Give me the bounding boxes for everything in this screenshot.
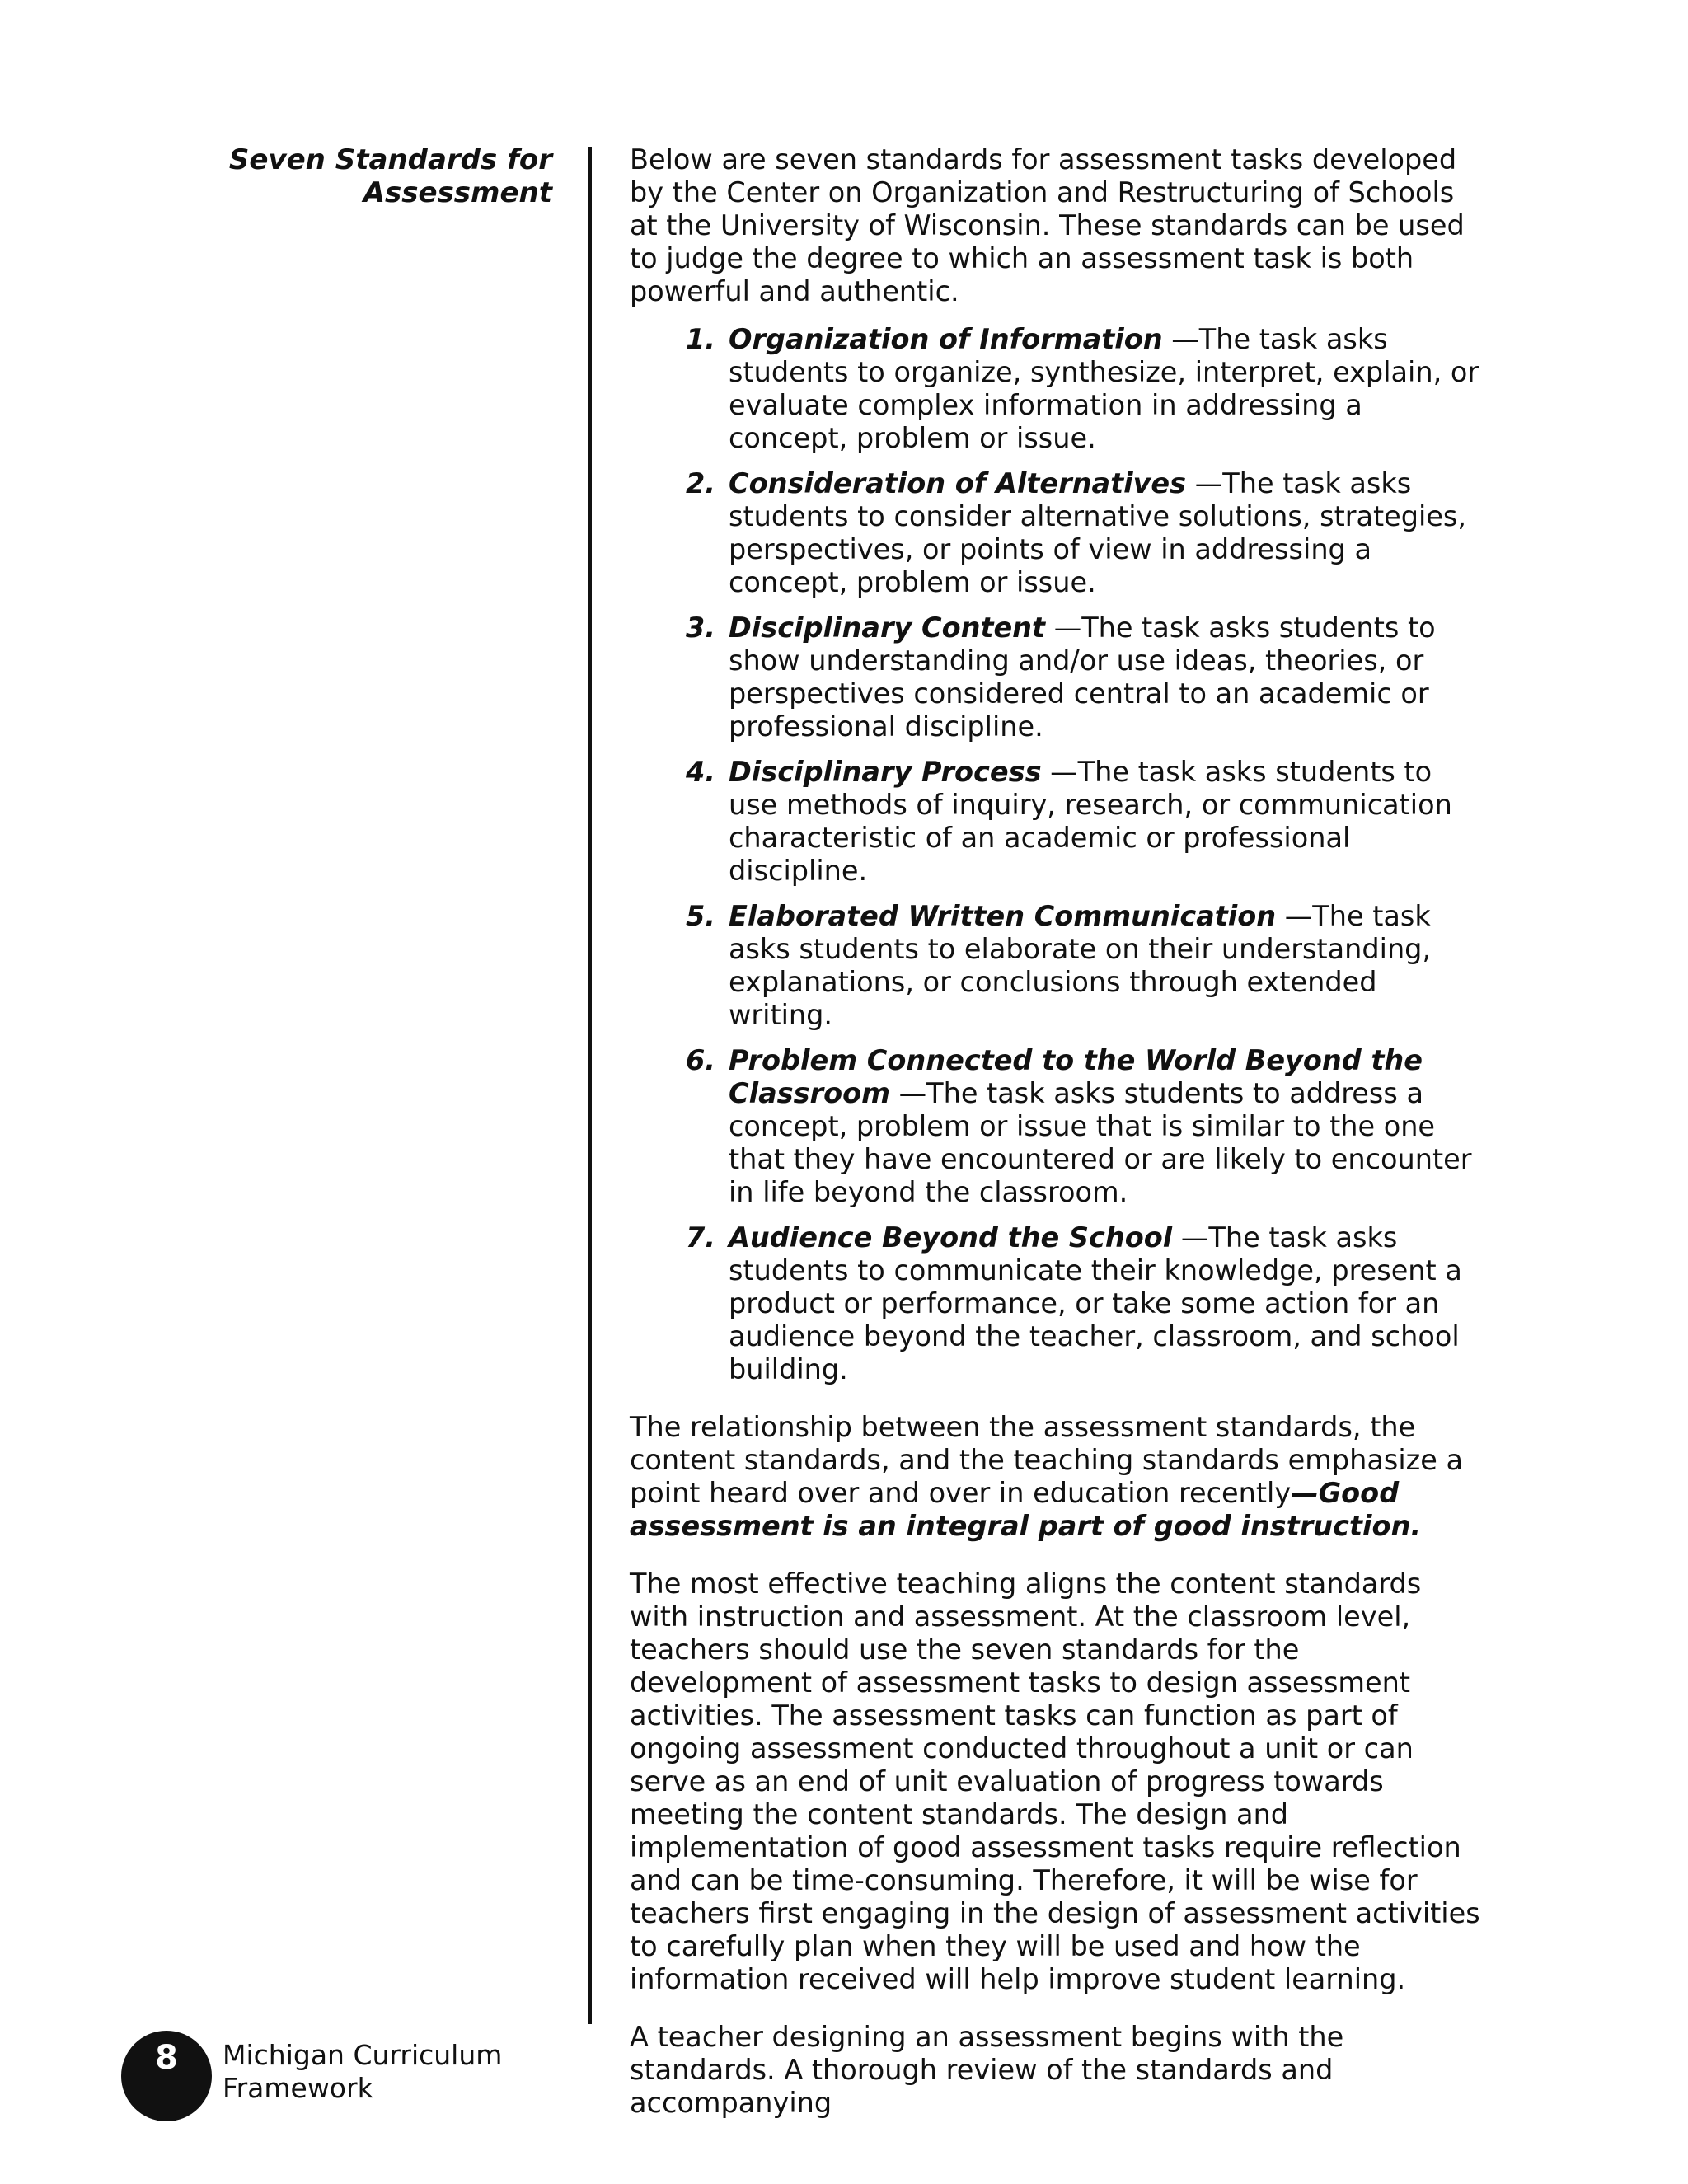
standard-term: Consideration of Alternatives xyxy=(729,467,1187,499)
standard-number: 1. xyxy=(686,323,716,355)
standard-term: Organization of Information xyxy=(729,323,1163,355)
standards-list xyxy=(630,323,1480,1386)
standard-description: —The task asks students to consider alternative solutions, strategies, perspectives, or points of view in addressing a concept, problem or issue. xyxy=(729,467,1467,598)
section-heading-line-1: Seven Standards for xyxy=(228,143,552,176)
section-heading-line-2: Assessment xyxy=(363,176,552,209)
standard-item-7 xyxy=(630,1221,1480,1386)
standard-number: 3. xyxy=(686,612,716,644)
standard-description: —The task asks students to organize, synthesize, interpret, explain, or evaluate complex information in addressing a concept, problem or issue. xyxy=(729,323,1479,454)
standard-number: 5. xyxy=(686,900,716,932)
intro-paragraph: Below are seven standards for assessment tasks developed by the Center on Organization and Restructuring of Schools at the University of Wisconsin. These standards can be used to judge the degree to which an assessment task is both powerful and authentic. xyxy=(630,143,1465,307)
standard-term: Disciplinary Process xyxy=(729,756,1042,788)
relationship-text: The relationship between the assessment standards, the content standards, and the teaching standards emphasize a point heard over and over in education recently xyxy=(630,1411,1464,1509)
teacher-designing-paragraph: A teacher designing an assessment begins with the standards. A thorough review of the standards and accompanying xyxy=(630,2021,1344,2119)
standard-number: 2. xyxy=(686,467,716,499)
standard-term: Elaborated Written Communication xyxy=(729,900,1277,932)
relationship-emphasis: —Good assessment is an integral part of good instruction. xyxy=(630,1477,1422,1542)
standard-number: 4. xyxy=(686,756,716,788)
effective-teaching-paragraph: The most effective teaching aligns the content standards with instruction and assessment. At the classroom level, teachers should use the seven standards for the development of assessment tasks to design assessment activities. The assessment tasks can function as part of ongoing assessment conducted throughout a unit or can serve as an end of unit evaluation of progress towards meeting the content standards. The design and implementation of good assessment tasks require reflection and can be time-consuming. Therefore, it will be wise for teachers first engaging in the design of assessment activities to carefully plan when they will be used and how the information received will help improve student learning. xyxy=(630,1568,1480,1995)
standard-item-2 xyxy=(630,467,1480,599)
standard-term: Problem Connected to the World Beyond the Classroom xyxy=(729,1044,1423,1109)
relationship-paragraph xyxy=(630,1411,1480,1543)
standard-description: —The task asks students to show understanding and/or use ideas, theories, or perspectives considered central to an academic or professional discipline. xyxy=(729,612,1436,743)
page-number: 8 xyxy=(155,2039,178,2077)
standard-item-4 xyxy=(630,756,1480,888)
standard-number: 6. xyxy=(686,1044,716,1076)
footer-label: Michigan Curriculum Framework xyxy=(223,2039,503,2104)
standard-item-1 xyxy=(630,323,1480,455)
standard-description: —The task asks students to address a concept, problem or issue that is similar to the one that they have encountered or are likely to encounter in life beyond the classroom. xyxy=(729,1077,1472,1208)
standard-description: —The task asks students to use methods of inquiry, research, or communication characteristic of an academic or professional discipline. xyxy=(729,756,1452,887)
standard-description: —The task asks students to communicate their knowledge, present a product or performance, or take some action for an audience beyond the teacher, classroom, and school building. xyxy=(729,1221,1462,1385)
standard-item-5 xyxy=(630,900,1480,1032)
standard-item-3 xyxy=(630,612,1480,743)
standard-term: Audience Beyond the School xyxy=(729,1221,1173,1254)
standard-item-6 xyxy=(630,1044,1480,1209)
standard-description: —The task asks students to elaborate on their understanding, explanations, or conclusions through extended writing. xyxy=(729,900,1432,1031)
standard-term: Disciplinary Content xyxy=(729,612,1046,644)
vertical-divider xyxy=(588,147,592,2024)
standard-number: 7. xyxy=(686,1221,716,1254)
body-text xyxy=(630,143,1480,2120)
section-heading xyxy=(190,143,552,209)
page-footer xyxy=(0,2011,626,2104)
